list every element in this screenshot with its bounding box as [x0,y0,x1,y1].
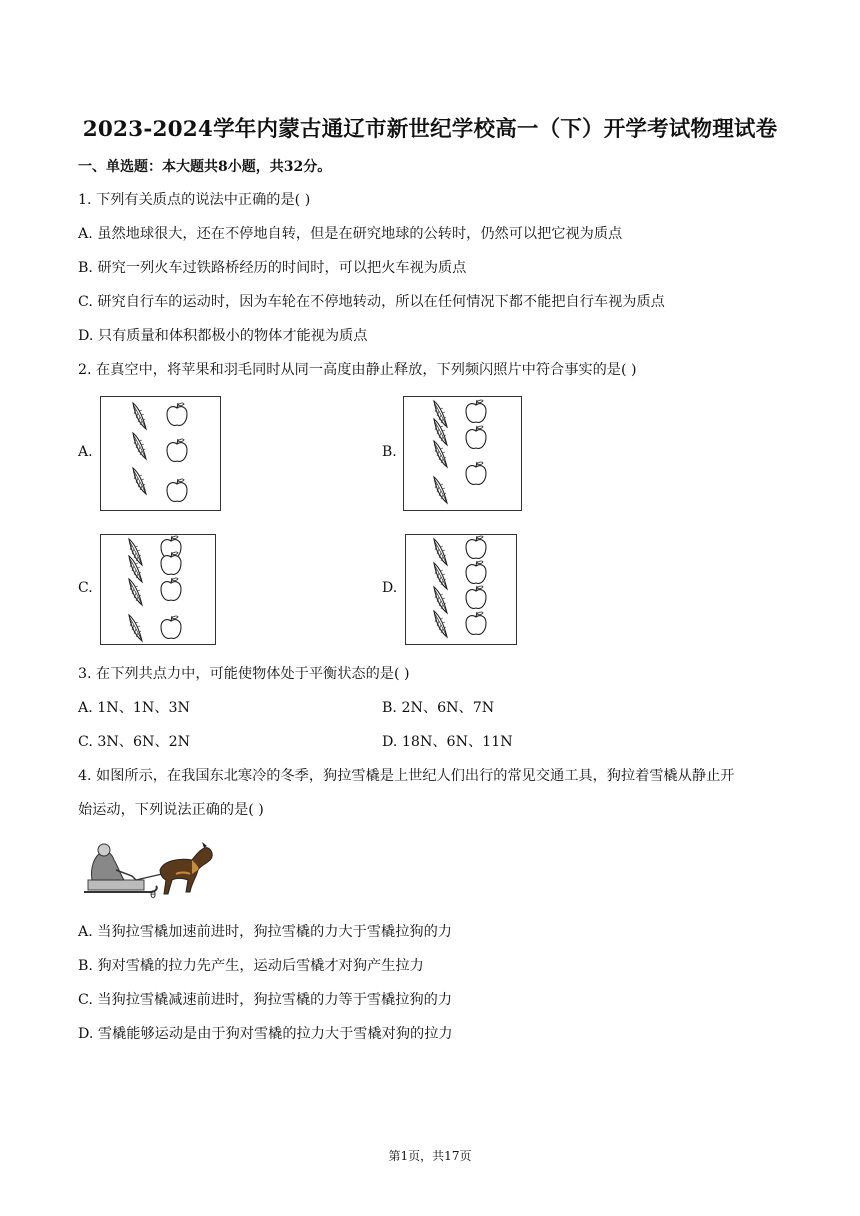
dog-sled-illustration [80,840,218,902]
q2-image-c [100,534,216,645]
q2-image-d [405,534,517,645]
q2-label-a: A. [78,444,93,460]
q4-option-b: B. 狗对雪橇的拉力先产生，运动后雪橇才对狗产生拉力 [78,958,424,974]
q2-label-c: C. [78,580,93,596]
q2-label-d: D. [382,580,398,596]
q4-stem-line1: 4. 如图所示，在我国东北寒冷的冬季，狗拉雪橇是上世纪人们出行的常见交通工具，狗拉着雪橇从静止开 [78,768,735,784]
q2-image-a [100,396,221,511]
q4-option-c: C. 当狗拉雪橇减速前进时，狗拉雪橇的力等于雪橇拉狗的力 [78,992,453,1008]
q3-option-a: A. 1N、1N、3N [78,700,190,716]
page-footer: 第1页，共17页 [388,1149,472,1163]
q1-option-d: D. 只有质量和体积都极小的物体才能视为质点 [78,328,368,344]
q2-image-b [403,396,522,511]
q1-option-b: B. 研究一列火车过铁路桥经历的时间时，可以把火车视为质点 [78,260,467,276]
page-title: 2023-2024学年内蒙古通辽市新世纪学校高一（下）开学考试物理试卷 [82,117,778,142]
q3-stem: 3. 在下列共点力中，可能使物体处于平衡状态的是( ) [78,666,410,682]
q1-option-c: C. 研究自行车的运动时，因为车轮在不停地转动，所以在任何情况下都不能把自行车视为质点 [78,294,665,310]
q1-option-a: A. 虽然地球很大，还在不停地自转，但是在研究地球的公转时，仍然可以把它视为质点 [78,226,623,242]
svg-text:θ: θ [150,890,157,901]
q4-stem-line2: 始运动，下列说法正确的是( ) [78,802,264,818]
q3-option-b: B. 2N、6N、7N [382,700,495,716]
q3-option-d: D. 18N、6N、11N [382,734,513,750]
q2-stem: 2. 在真空中，将苹果和羽毛同时从同一高度由静止释放，下列频闪照片中符合事实的是( ) [78,362,637,378]
q2-label-b: B. [382,444,397,460]
q1-stem: 1. 下列有关质点的说法中正确的是( ) [78,192,311,208]
q4-option-a: A. 当狗拉雪橇加速前进时，狗拉雪橇的力大于雪橇拉狗的力 [78,924,452,940]
section-heading: 一、单选题：本大题共8小题，共32分。 [78,159,332,175]
q3-option-c: C. 3N、6N、2N [78,734,191,750]
q4-option-d: D. 雪橇能够运动是由于狗对雪橇的拉力大于雪橇对狗的拉力 [78,1026,453,1042]
